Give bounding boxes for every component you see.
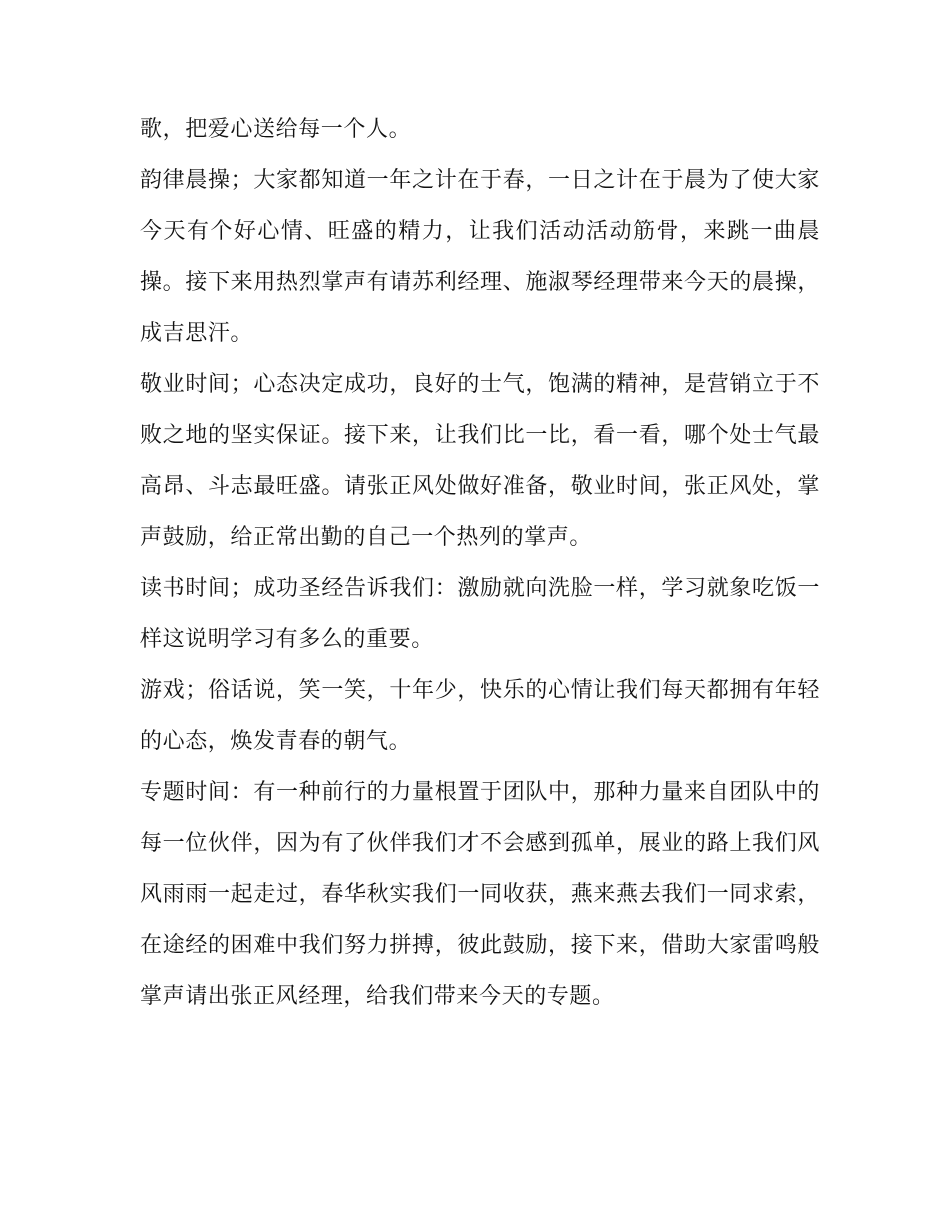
- paragraph-game: 游戏；俗话说，笑一笑，十年少，快乐的心情让我们每天都拥有年轻的心态，焕发青春的朝气。: [140, 678, 820, 754]
- document-body: [140, 104, 820, 1022]
- paragraph-rhythm-exercise: 韵律晨操；大家都知道一年之计在于春，一日之计在于晨为了使大家今天有个好心情、旺盛的精力，让我们活动活动筋骨，来跳一曲晨操。接下来用热烈掌声有请苏利经理、施淑琴经理带来今天的晨操，成吉思汗。: [140, 168, 820, 346]
- paragraph-dedication-time: 敬业时间；心态决定成功，良好的士气，饱满的精神，是营销立于不败之地的坚实保证。接下来，让我们比一比，看一看，哪个处士气最高昂、斗志最旺盛。请张正风处做好准备，敬业时间，张正风处，掌声鼓励，给正常出勤的自己一个热列的掌声。: [140, 372, 820, 550]
- paragraph-continuation: 歌，把爱心送给每一个人。: [140, 117, 412, 142]
- paragraph-reading-time: 读书时间；成功圣经告诉我们：激励就向洗脸一样，学习就象吃饭一样这说明学习有多么的重要。: [140, 576, 820, 652]
- paragraph-special-topic: 专题时间：有一种前行的力量根置于团队中，那种力量来自团队中的每一位伙伴，因为有了伙伴我们才不会感到孤单，展业的路上我们风风雨雨一起走过，春华秋实我们一同收获，燕来燕去我们一同求索，在途经的困难中我们努力拼搏，彼此鼓励，接下来，借助大家雷鸣般掌声请出张正风经理，给我们带来今天的专题。: [140, 780, 820, 1009]
